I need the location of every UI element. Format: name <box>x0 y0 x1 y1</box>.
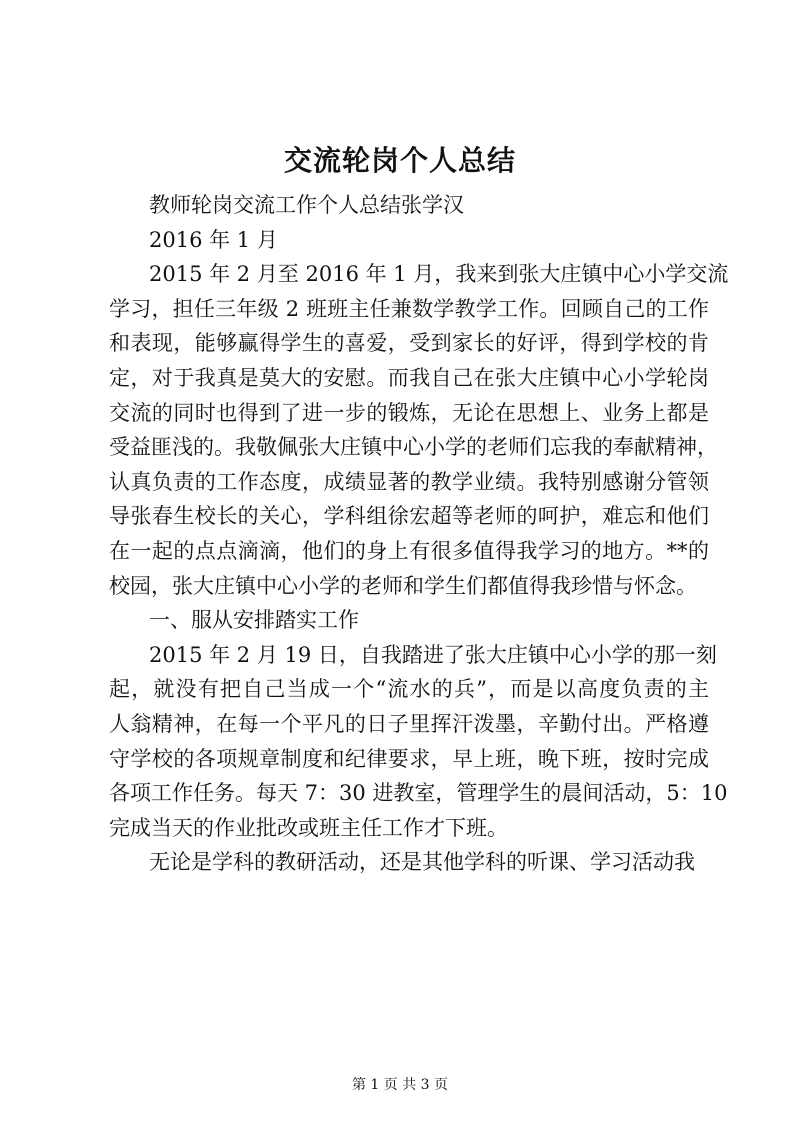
body-text <box>109 188 729 880</box>
text-line: 无论是学科的教研活动，还是其他学科的听课、学习活动我 <box>149 850 695 875</box>
page-footer: 第 1 页 共 3 页 <box>351 1077 449 1093</box>
text-line: 完成当天的作业批改或班主任工作才下班。 <box>109 815 508 840</box>
text-line: 一、服从安排踏实工作 <box>149 608 359 633</box>
text-line: 起，就没有把自己当成一个“流水的兵”，而是以高度负责的主 <box>109 677 709 702</box>
text-line: 定，对于我真是莫大的安慰。而我自己在张大庄镇中心小学轮岗 <box>109 365 709 390</box>
page-title: 交流轮岗个人总结 <box>283 144 516 177</box>
text-line: 认真负责的工作态度，成绩显著的教学业绩。我特别感谢分管领 <box>109 469 709 494</box>
text-line: 学习，担任三年级 2 班班主任兼数学教学工作。回顾自己的工作 <box>109 296 709 321</box>
text-line: 交流的同时也得到了进一步的锻炼，无论在思想上、业务上都是 <box>109 400 709 425</box>
text-line: 2015 年 2 月 19 日，自我踏进了张大庄镇中心小学的那一刻 <box>149 642 717 667</box>
text-line: 守学校的各项规章制度和纪律要求，早上班，晚下班，按时完成 <box>109 746 709 771</box>
text-line: 校园，张大庄镇中心小学的老师和学生们都值得我珍惜与怀念。 <box>109 573 697 598</box>
text-line: 导张春生校长的关心，学科组徐宏超等老师的呵护，难忘和他们 <box>109 504 709 529</box>
text-line: 2015 年 2 月至 2016 年 1 月，我来到张大庄镇中心小学交流 <box>149 262 729 287</box>
text-line: 各项工作任务。每天 7：30 进教室，管理学生的晨间活动，5：10 <box>109 781 728 806</box>
text-line: 人翁精神，在每一个平凡的日子里挥汗泼墨，辛勤付出。严格遵 <box>109 711 709 736</box>
text-line: 在一起的点点滴滴，他们的身上有很多值得我学习的地方。**的 <box>109 538 709 563</box>
text-line: 受益匪浅的。我敬佩张大庄镇中心小学的老师们忘我的奉献精神， <box>109 435 718 460</box>
text-line: 和表现，能够赢得学生的喜爱，受到家长的好评，得到学校的肯 <box>109 331 709 356</box>
text-line: 2016 年 1 月 <box>149 227 278 252</box>
text-line: 教师轮岗交流工作个人总结张学汉 <box>149 193 464 217</box>
